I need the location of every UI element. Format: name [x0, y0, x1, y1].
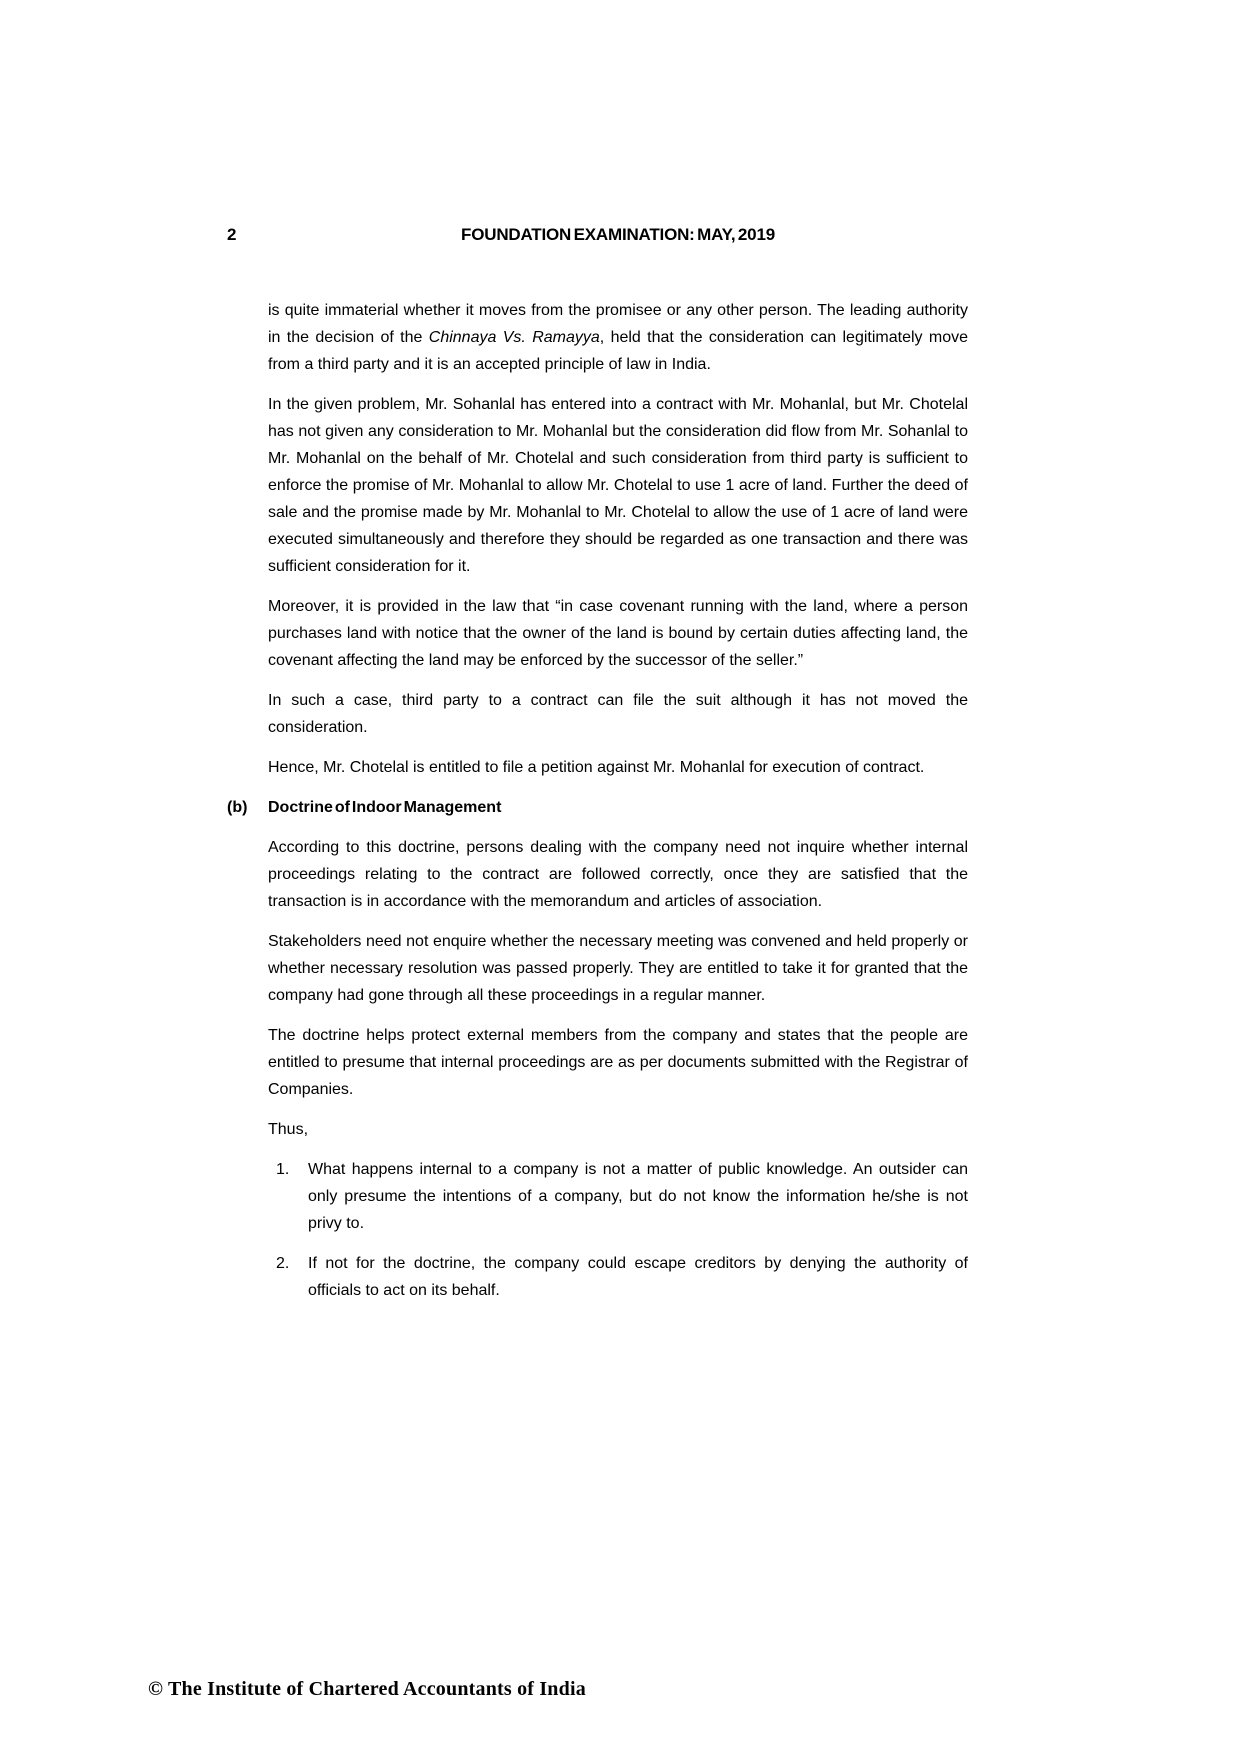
paragraph-text: , held that the consideration can legitimately move from a third party and it is an accepted principle of law in India. — [268, 329, 969, 373]
list-item-text: If not for the doctrine, the company could escape creditors by denying the authority of officials to act on its behalf. — [308, 1255, 968, 1299]
paragraph-text: is quite immaterial whether it moves from the promisee or any other person. The leading authority in the decision of the — [268, 302, 968, 346]
list-item — [268, 1250, 968, 1304]
answer-b-paragraph-4: Thus, — [268, 1121, 309, 1138]
answer-b-paragraph-1: According to this doctrine, persons dealing with the company need not inquire whether internal proceedings relating to the contract are followed correctly, once they are satisfied that the transaction is in accordance with the memorandum and articles of association. — [268, 839, 968, 910]
page-header — [227, 224, 968, 246]
answer-content — [227, 297, 969, 1317]
section-b-heading-row — [227, 794, 968, 821]
answer-b-paragraph-3: The doctrine helps protect external members from the company and states that the people are entitled to presume that internal proceedings are as per documents submitted with the Registrar of Companies. — [268, 1027, 968, 1098]
list-item-number: 2. — [276, 1255, 290, 1272]
section-b-heading: Doctrine of Indoor Management — [268, 799, 502, 816]
case-citation: Chinnaya Vs. Ramayya — [428, 329, 600, 346]
answer-a-paragraph-1 — [268, 297, 968, 378]
answer-a-paragraph-3: Moreover, it is provided in the law that “in case covenant running with the land, where a person purchases land with notice that the owner of the land is bound by certain duties affecting land, the covenant affecting the land may be enforced by the successor of the seller.” — [268, 598, 968, 669]
header-title: FOUNDATION EXAMINATION: MAY, 2019 — [461, 225, 775, 244]
list-item-text: What happens internal to a company is not a matter of public knowledge. An outsider can only presume the intentions of a company, but do not know the information he/she is not privy to. — [308, 1161, 968, 1232]
list-item — [268, 1156, 968, 1237]
section-b-label: (b) — [227, 799, 248, 816]
list-item-number: 1. — [276, 1161, 290, 1178]
answer-b-paragraph-2: Stakeholders need not enquire whether the necessary meeting was convened and held properly or whether necessary resolution was passed properly. They are entitled to take it for granted that the company had gone through all these proceedings in a regular manner. — [268, 933, 968, 1004]
answer-a-paragraph-2: In the given problem, Mr. Sohanlal has entered into a contract with Mr. Mohanlal, but Mr. Chotelal has not given any consideration to Mr. Mohanlal but the consideration did flow from Mr. Sohanlal to Mr. Mohanlal on the behalf of Mr. Chotelal and such consideration from third party is sufficient to enforce the promise of Mr. Mohanlal to allow Mr. Chotelal to use 1 acre of land. Further the deed of sale and the promise made by Mr. Mohanlal to Mr. Chotelal to allow the use of 1 acre of land were executed simultaneously and therefore they should be regarded as one transaction and there was sufficient consideration for it. — [268, 396, 968, 575]
page-number: 2 — [227, 225, 237, 244]
answer-section-b — [227, 794, 968, 1304]
answer-a-paragraph-4: In such a case, third party to a contract can file the suit although it has not moved the consideration. — [268, 692, 968, 736]
footer-copyright: © The Institute of Chartered Accountants of India — [148, 1678, 586, 1700]
answer-a-paragraph-5: Hence, Mr. Chotelal is entitled to file a petition against Mr. Mohanlal for execution of contract. — [268, 759, 925, 776]
